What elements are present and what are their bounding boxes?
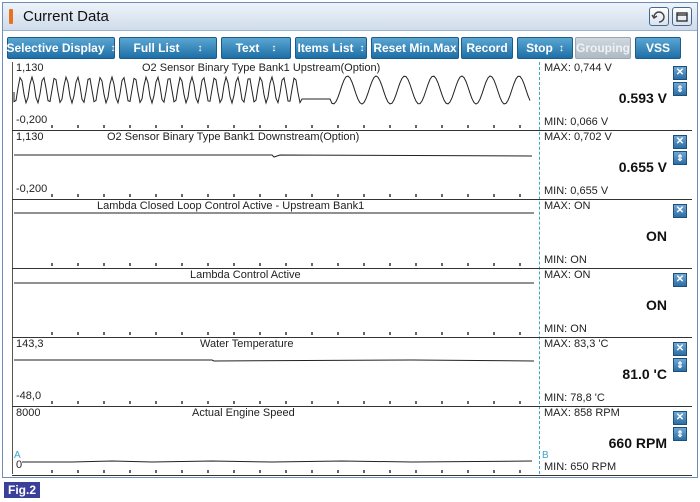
trend-plot — [12, 200, 540, 269]
close-icon[interactable]: ✕ — [673, 135, 687, 149]
reset-min-max-button[interactable]: Reset Min.Max — [371, 37, 459, 59]
close-icon[interactable]: ✕ — [673, 342, 687, 356]
current-value: 0.593 V — [618, 90, 667, 106]
trend-line — [14, 155, 532, 157]
max-value: MAX: 0,702 V — [544, 131, 612, 143]
min-value: MIN: 78,8 'C — [544, 392, 605, 404]
value-panel — [542, 200, 692, 269]
min-value: MIN: 0,066 V — [544, 116, 609, 128]
trend-line — [14, 360, 534, 361]
scroll-up-down-icon[interactable]: ⇕ — [673, 82, 687, 96]
min-value: MIN: ON — [544, 254, 587, 266]
max-value: MAX: ON — [544, 200, 591, 212]
trend-graph — [12, 338, 540, 407]
current-value: 660 RPM — [608, 435, 667, 451]
max-value: MAX: ON — [544, 269, 591, 281]
text-button[interactable]: Text ↕ — [221, 37, 291, 59]
value-panel — [542, 131, 692, 200]
scale-min-label: -0,200 — [16, 114, 48, 126]
trend-graph — [12, 269, 540, 338]
scale-min-label: -48,0 — [16, 390, 42, 402]
data-panel — [12, 407, 692, 476]
max-value: MAX: 0,744 V — [544, 62, 612, 74]
scroll-up-down-icon[interactable]: ⇕ — [673, 427, 687, 441]
trend-graph — [12, 200, 540, 269]
record-button[interactable]: Record — [461, 37, 513, 59]
title-bar — [3, 3, 697, 31]
vss-button[interactable]: VSS — [635, 37, 681, 59]
max-value: MAX: 858 RPM — [544, 407, 620, 419]
data-panel — [12, 62, 692, 131]
value-panel — [542, 62, 692, 131]
close-icon[interactable]: ✕ — [673, 204, 687, 218]
trend-graph — [12, 131, 540, 200]
updown-icon: ↕ — [558, 42, 564, 54]
scale-min-label: -0,200 — [16, 183, 48, 195]
title-marker-icon — [9, 9, 13, 24]
trend-plot — [12, 338, 540, 407]
data-panel — [12, 269, 692, 338]
trend-plot — [12, 269, 540, 338]
sensor-name: Water Temperature — [200, 338, 294, 350]
sensor-name: O2 Sensor Binary Type Bank1 Downstream(Option) — [107, 131, 360, 143]
sensor-name: Actual Engine Speed — [192, 407, 295, 419]
scale-min-label: 0 — [16, 459, 23, 471]
window-icon[interactable] — [672, 7, 692, 26]
grouping-button[interactable]: Grouping — [575, 37, 631, 59]
close-icon[interactable]: ✕ — [673, 66, 687, 80]
trend-plot — [12, 62, 540, 131]
scroll-up-down-icon[interactable]: ⇕ — [673, 358, 687, 372]
updown-icon: ↕ — [359, 42, 365, 54]
close-icon[interactable]: ✕ — [673, 273, 687, 287]
cursor-a-label: A — [14, 450, 21, 461]
selective-display-button[interactable]: Selective Display ↕ — [7, 37, 115, 59]
scale-max-label: 1,130 — [16, 62, 44, 74]
current-value: 0.655 V — [618, 159, 667, 175]
stop-button[interactable]: Stop ↕ — [517, 37, 573, 59]
current-value: 81.0 'C — [622, 366, 667, 382]
trend-graph — [12, 62, 540, 131]
min-value: MIN: ON — [544, 323, 587, 335]
trend-plot — [12, 407, 540, 476]
value-panel — [542, 407, 692, 476]
data-panel — [12, 131, 692, 200]
min-value: MIN: 0,655 V — [544, 185, 609, 197]
cursor-b-label: B — [542, 450, 549, 461]
scale-max-label: 1,130 — [16, 131, 44, 143]
sensor-name: Lambda Control Active — [190, 269, 301, 281]
scale-max-label: 143,3 — [16, 338, 44, 350]
retry-icon[interactable] — [649, 7, 669, 26]
sensor-name: O2 Sensor Binary Type Bank1 Upstream(Option) — [142, 62, 381, 74]
current-value: ON — [646, 297, 667, 313]
value-panel — [542, 338, 692, 407]
window-title: Current Data — [23, 8, 109, 25]
current-value: ON — [646, 228, 667, 244]
trend-line — [22, 461, 532, 462]
scale-max-label: 8000 — [16, 407, 41, 419]
max-value: MAX: 83,3 'C — [544, 338, 609, 350]
updown-icon: ↕ — [197, 42, 203, 54]
data-panel — [12, 338, 692, 407]
updown-icon: ↕ — [271, 42, 277, 54]
updown-icon: ↕ — [110, 42, 116, 54]
scroll-up-down-icon[interactable]: ⇕ — [673, 151, 687, 165]
trend-line — [14, 76, 530, 104]
data-panel — [12, 200, 692, 269]
trend-plot — [12, 131, 540, 200]
min-value: MIN: 650 RPM — [544, 461, 617, 473]
full-list-button[interactable]: Full List ↕ — [119, 37, 217, 59]
sensor-name: Lambda Closed Loop Control Active - Upstream Bank1 — [97, 200, 365, 212]
items-list-button[interactable]: Items List ↕ — [295, 37, 367, 59]
close-icon[interactable]: ✕ — [673, 411, 687, 425]
data-panels — [12, 62, 692, 474]
trend-graph — [12, 407, 540, 476]
value-panel — [542, 269, 692, 338]
figure-label: Fig.2 — [4, 482, 40, 498]
